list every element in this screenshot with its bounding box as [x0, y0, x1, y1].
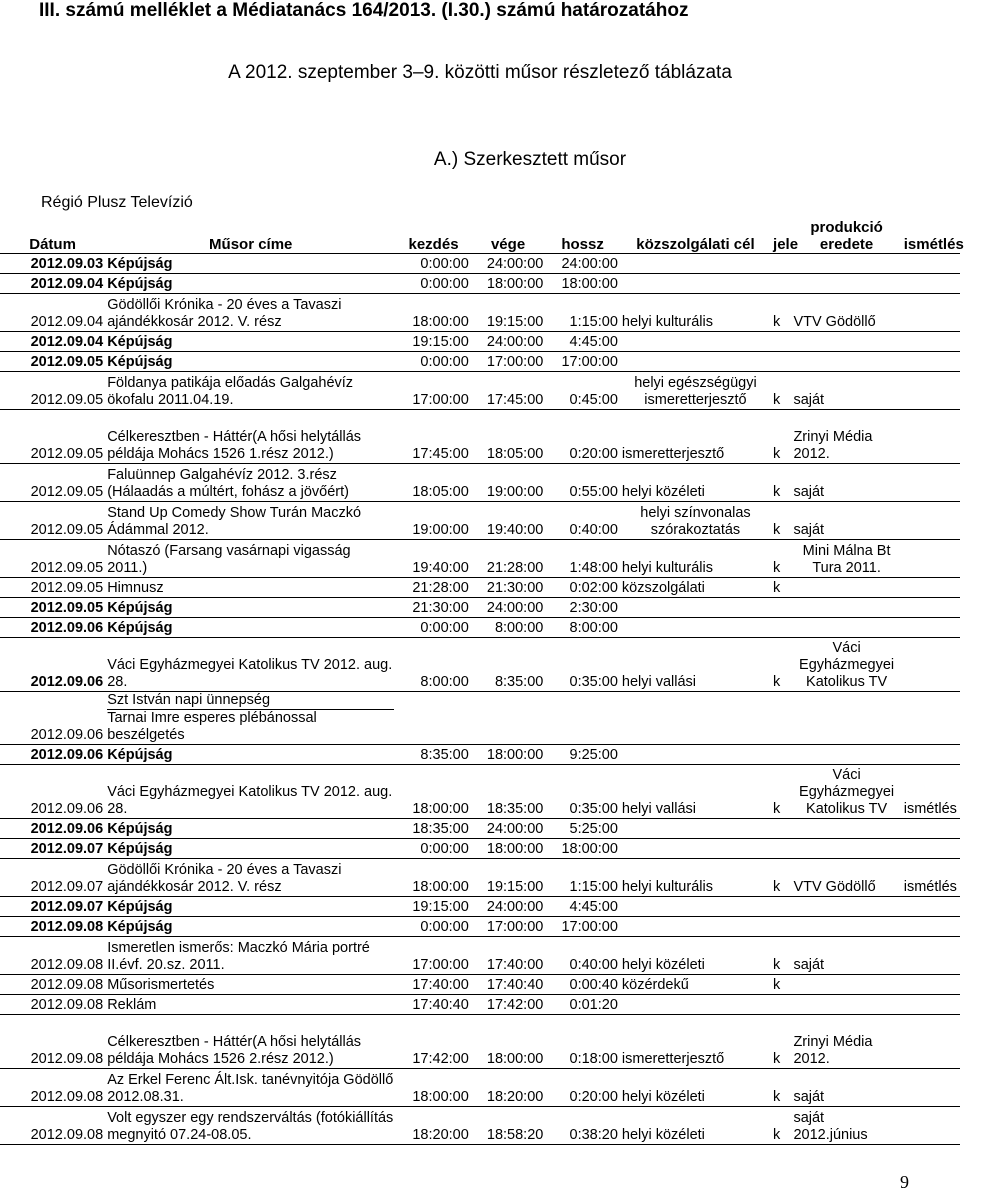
- header-title: Műsor címe: [105, 215, 396, 253]
- header-date: Dátum: [0, 215, 105, 253]
- row-end: 24:00:00: [471, 597, 546, 617]
- table-row: [0, 273, 960, 293]
- row-date: 2012.09.08: [0, 994, 105, 1014]
- row-duration: 0:40:00: [545, 501, 620, 539]
- row-end: 18:58:20: [471, 1106, 546, 1144]
- row-public-goal: [620, 351, 771, 371]
- row-start: 0:00:00: [396, 253, 471, 273]
- row-mark: k: [771, 936, 791, 974]
- row-title: [105, 691, 396, 744]
- table-row: [0, 858, 960, 896]
- row-production: Zrinyi Média 2012.: [791, 1014, 901, 1068]
- row-end: 17:45:00: [471, 371, 546, 409]
- row-repeat: [902, 974, 960, 994]
- row-date: 2012.09.04: [0, 293, 105, 331]
- row-duration: 0:20:00: [545, 409, 620, 463]
- table-row: [0, 351, 960, 371]
- row-end: 18:00:00: [471, 1014, 546, 1068]
- row-start: 21:30:00: [396, 597, 471, 617]
- row-end: 24:00:00: [471, 253, 546, 273]
- row-start: 17:40:40: [396, 994, 471, 1014]
- row-repeat: [902, 501, 960, 539]
- table-row: [0, 1106, 960, 1144]
- row-production: saját: [791, 463, 901, 501]
- row-mark: k: [771, 858, 791, 896]
- row-public-goal: [620, 253, 771, 273]
- row-title: Himnusz: [105, 577, 396, 597]
- row-title: Reklám: [105, 994, 396, 1014]
- row-mark: [771, 916, 791, 936]
- row-repeat: [902, 351, 960, 371]
- row-repeat: [902, 539, 960, 577]
- row-title: Faluünnep Galgahévíz 2012. 3.rész (Hálaadás a múltért, fohász a jövőért): [105, 463, 396, 501]
- header-repeat: ismétlés: [902, 215, 960, 253]
- row-production: Váci Egyházmegyei Katolikus TV: [791, 637, 901, 691]
- row-public-goal: [620, 273, 771, 293]
- row-duration: 0:18:00: [545, 1014, 620, 1068]
- row-date: 2012.09.06: [0, 818, 105, 838]
- row-title: Volt egyszer egy rendszerváltás (fotókiállítás megnyitó 07.24-08.05.: [105, 1106, 396, 1144]
- row-production: [791, 818, 901, 838]
- row-date: 2012.09.08: [0, 1106, 105, 1144]
- row-repeat: [902, 637, 960, 691]
- row-title: Váci Egyházmegyei Katolikus TV 2012. aug. 28.: [105, 764, 396, 818]
- row-title: Képújság: [105, 838, 396, 858]
- header-public-goal: közszolgálati cél: [620, 215, 771, 253]
- row-start: 0:00:00: [396, 351, 471, 371]
- row-repeat: [902, 577, 960, 597]
- row-date: 2012.09.06: [0, 691, 105, 744]
- row-production: [791, 331, 901, 351]
- row-start: [396, 691, 471, 744]
- row-public-goal: helyi kulturális: [620, 858, 771, 896]
- row-production: [791, 577, 901, 597]
- row-end: 17:40:40: [471, 974, 546, 994]
- header-duration: hossz: [545, 215, 620, 253]
- table-row: [0, 691, 960, 744]
- row-public-goal: [620, 994, 771, 1014]
- row-date: 2012.09.08: [0, 1014, 105, 1068]
- row-production: [791, 253, 901, 273]
- row-date: 2012.09.04: [0, 331, 105, 351]
- row-title: Gödöllői Krónika - 20 éves a Tavaszi ajándékkosár 2012. V. rész: [105, 293, 396, 331]
- row-mark: k: [771, 501, 791, 539]
- row-end: 24:00:00: [471, 896, 546, 916]
- row-repeat: [902, 1014, 960, 1068]
- row-mark: [771, 896, 791, 916]
- table-header-row: [0, 215, 960, 253]
- table-row: [0, 916, 960, 936]
- row-title: Földanya patikája előadás Galgahévíz ökofalu 2011.04.19.: [105, 371, 396, 409]
- row-start: 18:00:00: [396, 764, 471, 818]
- row-production: [791, 994, 901, 1014]
- row-public-goal: [620, 331, 771, 351]
- row-public-goal: helyi vallási: [620, 764, 771, 818]
- row-repeat: [902, 916, 960, 936]
- row-mark: [771, 691, 791, 744]
- row-public-goal: [620, 617, 771, 637]
- row-repeat: [902, 293, 960, 331]
- row-repeat: [902, 371, 960, 409]
- row-production: [791, 597, 901, 617]
- row-public-goal: közszolgálati: [620, 577, 771, 597]
- table-row: [0, 896, 960, 916]
- row-date: 2012.09.07: [0, 896, 105, 916]
- table-row: [0, 577, 960, 597]
- row-public-goal: [620, 744, 771, 764]
- row-public-goal: helyi közéleti: [620, 936, 771, 974]
- row-mark: [771, 994, 791, 1014]
- row-start: 0:00:00: [396, 273, 471, 293]
- row-duration: 18:00:00: [545, 273, 620, 293]
- channel-name: Régió Plusz Televízió: [41, 194, 193, 211]
- row-duration: 0:40:00: [545, 936, 620, 974]
- row-repeat: [902, 691, 960, 744]
- row-duration: 1:15:00: [545, 858, 620, 896]
- row-date: 2012.09.08: [0, 916, 105, 936]
- row-repeat: ismétlés: [902, 764, 960, 818]
- row-start: 19:00:00: [396, 501, 471, 539]
- row-end: 19:15:00: [471, 858, 546, 896]
- header-end: vége: [471, 215, 546, 253]
- row-mark: k: [771, 1014, 791, 1068]
- row-duration: 0:35:00: [545, 764, 620, 818]
- row-duration: 0:35:00: [545, 637, 620, 691]
- row-start: 18:05:00: [396, 463, 471, 501]
- row-title: Gödöllői Krónika - 20 éves a Tavaszi ajándékkosár 2012. V. rész: [105, 858, 396, 896]
- row-end: 8:00:00: [471, 617, 546, 637]
- table-row: [0, 764, 960, 818]
- row-date: 2012.09.05: [0, 351, 105, 371]
- row-title: Képújság: [105, 597, 396, 617]
- row-public-goal: helyi színvonalas szórakoztatás: [620, 501, 771, 539]
- row-start: 19:40:00: [396, 539, 471, 577]
- row-production: Zrinyi Média 2012.: [791, 409, 901, 463]
- row-duration: 0:01:20: [545, 994, 620, 1014]
- row-repeat: [902, 1106, 960, 1144]
- row-start: 17:42:00: [396, 1014, 471, 1068]
- table-row: [0, 463, 960, 501]
- table-row: [0, 1014, 960, 1068]
- row-end: 18:00:00: [471, 838, 546, 858]
- row-title: Stand Up Comedy Show Turán Maczkó Ádámmal 2012.: [105, 501, 396, 539]
- schedule-table: [0, 215, 964, 1145]
- row-start: 17:45:00: [396, 409, 471, 463]
- row-mark: k: [771, 577, 791, 597]
- row-mark: [771, 351, 791, 371]
- document-subtitle: A 2012. szeptember 3–9. közötti műsor részletező táblázata: [228, 62, 732, 83]
- row-start: 18:20:00: [396, 1106, 471, 1144]
- row-repeat: [902, 463, 960, 501]
- row-production: [791, 744, 901, 764]
- row-date: 2012.09.08: [0, 974, 105, 994]
- row-public-goal: [620, 838, 771, 858]
- row-public-goal: [620, 916, 771, 936]
- row-mark: [771, 818, 791, 838]
- row-date: 2012.09.08: [0, 936, 105, 974]
- row-public-goal: helyi egészségügyi ismeretterjesztő: [620, 371, 771, 409]
- row-duration: 2:30:00: [545, 597, 620, 617]
- row-mark: k: [771, 539, 791, 577]
- row-start: 17:40:00: [396, 974, 471, 994]
- row-public-goal: helyi közéleti: [620, 463, 771, 501]
- row-date: 2012.09.05: [0, 371, 105, 409]
- row-end: 19:40:00: [471, 501, 546, 539]
- row-repeat: [902, 936, 960, 974]
- row-date: 2012.09.03: [0, 253, 105, 273]
- row-title: Képújság: [105, 617, 396, 637]
- row-end: 21:28:00: [471, 539, 546, 577]
- row-production: saját: [791, 1068, 901, 1106]
- row-start: 21:28:00: [396, 577, 471, 597]
- row-end: 18:05:00: [471, 409, 546, 463]
- row-end: 17:00:00: [471, 351, 546, 371]
- row-mark: k: [771, 974, 791, 994]
- row-end: 18:00:00: [471, 744, 546, 764]
- row-mark: k: [771, 463, 791, 501]
- table-row: [0, 936, 960, 974]
- row-date: 2012.09.08: [0, 1068, 105, 1106]
- table-row: [0, 409, 960, 463]
- row-start: 18:00:00: [396, 293, 471, 331]
- row-duration: 8:00:00: [545, 617, 620, 637]
- row-title: Nótaszó (Farsang vasárnapi vigasság 2011.): [105, 539, 396, 577]
- row-end: 19:15:00: [471, 293, 546, 331]
- row-start: 17:00:00: [396, 371, 471, 409]
- row-start: 19:15:00: [396, 331, 471, 351]
- row-end: 18:00:00: [471, 273, 546, 293]
- row-production: [791, 617, 901, 637]
- row-duration: 1:15:00: [545, 293, 620, 331]
- row-mark: k: [771, 637, 791, 691]
- row-mark: k: [771, 1106, 791, 1144]
- table-row: [0, 838, 960, 858]
- row-public-goal: helyi közéleti: [620, 1106, 771, 1144]
- row-date: 2012.09.05: [0, 577, 105, 597]
- row-public-goal: helyi kulturális: [620, 539, 771, 577]
- row-date: 2012.09.05: [0, 597, 105, 617]
- row-repeat: [902, 1068, 960, 1106]
- row-production: VTV Gödöllő: [791, 858, 901, 896]
- table-row: [0, 253, 960, 273]
- row-date: 2012.09.07: [0, 858, 105, 896]
- row-duration: 18:00:00: [545, 838, 620, 858]
- table-row: [0, 1068, 960, 1106]
- row-public-goal: ismeretterjesztő: [620, 1014, 771, 1068]
- row-date: 2012.09.06: [0, 744, 105, 764]
- row-public-goal: helyi közéleti: [620, 1068, 771, 1106]
- row-end: 24:00:00: [471, 818, 546, 838]
- row-duration: 5:25:00: [545, 818, 620, 838]
- row-start: 19:15:00: [396, 896, 471, 916]
- table-row: [0, 617, 960, 637]
- row-start: 18:00:00: [396, 858, 471, 896]
- row-date: 2012.09.06: [0, 637, 105, 691]
- page-number: 9: [900, 1172, 909, 1192]
- row-date: 2012.09.04: [0, 273, 105, 293]
- row-date: 2012.09.07: [0, 838, 105, 858]
- table-body: [0, 253, 960, 1144]
- row-duration: 17:00:00: [545, 351, 620, 371]
- row-repeat: [902, 597, 960, 617]
- table-row: [0, 539, 960, 577]
- row-title: Képújság: [105, 273, 396, 293]
- row-duration: 0:45:00: [545, 371, 620, 409]
- row-production: saját: [791, 371, 901, 409]
- row-title: Képújság: [105, 253, 396, 273]
- row-title: Képújság: [105, 916, 396, 936]
- row-mark: [771, 253, 791, 273]
- row-public-goal: ismeretterjesztő: [620, 409, 771, 463]
- row-repeat: [902, 838, 960, 858]
- row-title: Műsorismertetés: [105, 974, 396, 994]
- document-title: III. számú melléklet a Médiatanács 164/2013. (I.30.) számú határozatához: [39, 0, 689, 21]
- row-production: [791, 838, 901, 858]
- row-production: Váci Egyházmegyei Katolikus TV: [791, 764, 901, 818]
- row-mark: k: [771, 764, 791, 818]
- row-date: 2012.09.06: [0, 764, 105, 818]
- row-production: saját: [791, 501, 901, 539]
- row-duration: 0:00:40: [545, 974, 620, 994]
- row-date: 2012.09.05: [0, 539, 105, 577]
- header-mark: jele: [771, 215, 791, 253]
- row-title: Képújság: [105, 744, 396, 764]
- row-title: Célkeresztben - Háttér(A hősi helytállás példája Mohács 1526 1.rész 2012.): [105, 409, 396, 463]
- row-repeat: ismétlés: [902, 858, 960, 896]
- table-row: [0, 501, 960, 539]
- row-start: 17:00:00: [396, 936, 471, 974]
- row-title: Az Erkel Ferenc Ált.Isk. tanévnyitója Gödöllő 2012.08.31.: [105, 1068, 396, 1106]
- row-production: [791, 351, 901, 371]
- row-production: saját 2012.június: [791, 1106, 901, 1144]
- row-production: [791, 691, 901, 744]
- row-end: 24:00:00: [471, 331, 546, 351]
- row-end: 18:20:00: [471, 1068, 546, 1106]
- row-start: 0:00:00: [396, 838, 471, 858]
- row-end: 17:40:00: [471, 936, 546, 974]
- table-row: [0, 331, 960, 351]
- row-duration: 24:00:00: [545, 253, 620, 273]
- table-row: [0, 371, 960, 409]
- table-row: [0, 974, 960, 994]
- table-row: [0, 597, 960, 617]
- row-end: 17:00:00: [471, 916, 546, 936]
- row-duration: 0:55:00: [545, 463, 620, 501]
- row-title: Célkeresztben - Háttér(A hősi helytállás példája Mohács 1526 2.rész 2012.): [105, 1014, 396, 1068]
- row-title: Ismeretlen ismerős: Maczkó Mária portré II.évf. 20.sz. 2011.: [105, 936, 396, 974]
- table-row: [0, 293, 960, 331]
- table-row: [0, 818, 960, 838]
- row-mark: [771, 744, 791, 764]
- header-production: produkció eredete: [791, 215, 901, 253]
- row-repeat: [902, 818, 960, 838]
- row-public-goal: [620, 691, 771, 744]
- row-repeat: [902, 896, 960, 916]
- row-end: [471, 691, 546, 744]
- row-mark: [771, 617, 791, 637]
- row-mark: [771, 331, 791, 351]
- row-production: saját: [791, 936, 901, 974]
- row-date: 2012.09.06: [0, 617, 105, 637]
- row-mark: k: [771, 1068, 791, 1106]
- row-date: 2012.09.05: [0, 409, 105, 463]
- row-end: 19:00:00: [471, 463, 546, 501]
- row-public-goal: [620, 896, 771, 916]
- row-duration: 0:20:00: [545, 1068, 620, 1106]
- row-duration: 4:45:00: [545, 331, 620, 351]
- row-duration: 4:45:00: [545, 896, 620, 916]
- header-start: kezdés: [396, 215, 471, 253]
- row-title: Képújság: [105, 351, 396, 371]
- row-mark: [771, 838, 791, 858]
- row-start: 0:00:00: [396, 916, 471, 936]
- row-repeat: [902, 253, 960, 273]
- row-start: 8:35:00: [396, 744, 471, 764]
- row-mark: k: [771, 371, 791, 409]
- row-duration: 17:00:00: [545, 916, 620, 936]
- row-production: [791, 916, 901, 936]
- row-start: 18:35:00: [396, 818, 471, 838]
- row-end: 21:30:00: [471, 577, 546, 597]
- row-start: 0:00:00: [396, 617, 471, 637]
- row-end: 17:42:00: [471, 994, 546, 1014]
- row-mark: [771, 597, 791, 617]
- row-end: 8:35:00: [471, 637, 546, 691]
- section-title: A.) Szerkesztett műsor: [433, 149, 627, 170]
- row-public-goal: [620, 818, 771, 838]
- row-repeat: [902, 273, 960, 293]
- row-production: [791, 974, 901, 994]
- row-mark: k: [771, 293, 791, 331]
- row-duration: [545, 691, 620, 744]
- row-repeat: [902, 331, 960, 351]
- row-duration: 9:25:00: [545, 744, 620, 764]
- row-repeat: [902, 617, 960, 637]
- row-mark: [771, 273, 791, 293]
- table-row: [0, 637, 960, 691]
- row-production: [791, 896, 901, 916]
- row-production: Mini Málna Bt Tura 2011.: [791, 539, 901, 577]
- row-title: Képújság: [105, 331, 396, 351]
- row-public-goal: helyi kulturális: [620, 293, 771, 331]
- row-title: Képújság: [105, 818, 396, 838]
- row-repeat: [902, 994, 960, 1014]
- row-public-goal: [620, 597, 771, 617]
- row-repeat: [902, 409, 960, 463]
- row-start: 8:00:00: [396, 637, 471, 691]
- row-public-goal: közérdekű: [620, 974, 771, 994]
- row-date: 2012.09.05: [0, 501, 105, 539]
- row-production: VTV Gödöllő: [791, 293, 901, 331]
- row-duration: 1:48:00: [545, 539, 620, 577]
- row-mark: k: [771, 409, 791, 463]
- row-date: 2012.09.05: [0, 463, 105, 501]
- row-end: 18:35:00: [471, 764, 546, 818]
- row-title: Váci Egyházmegyei Katolikus TV 2012. aug. 28.: [105, 637, 396, 691]
- row-repeat: [902, 744, 960, 764]
- row-start: 18:00:00: [396, 1068, 471, 1106]
- table-row: [0, 994, 960, 1014]
- row-public-goal: helyi vallási: [620, 637, 771, 691]
- row-title-part: Szt István napi ünnepség: [107, 691, 271, 708]
- row-title: Képújság: [105, 896, 396, 916]
- row-duration: 0:38:20: [545, 1106, 620, 1144]
- row-title-part: Tarnai Imre esperes plébánossal beszélgetés: [107, 709, 394, 744]
- table-row: [0, 744, 960, 764]
- row-duration: 0:02:00: [545, 577, 620, 597]
- row-production: [791, 273, 901, 293]
